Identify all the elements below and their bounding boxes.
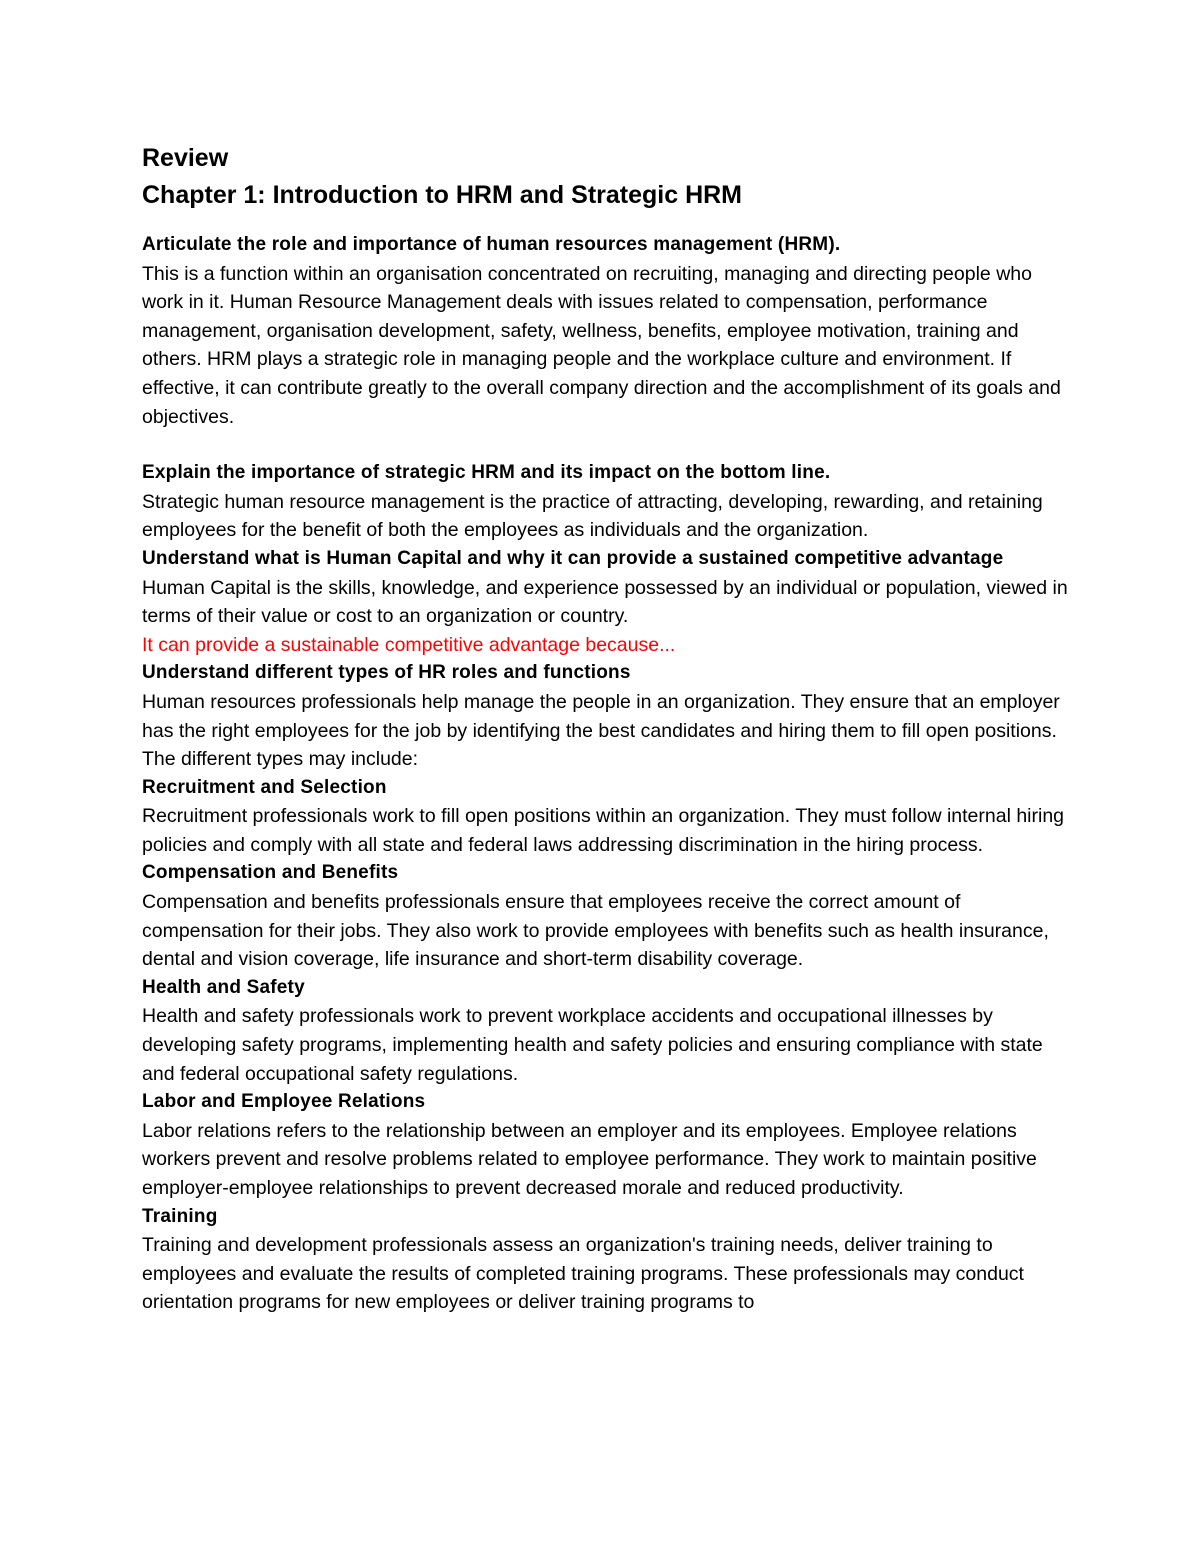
section-body-compensation: Compensation and benefits professionals ensure that employees receive the correct amount of compensation for their jobs. They also work to provide employees with benefits such as health insurance, dental and vision coverage, life insurance and short-term disability coverage.	[142, 891, 1049, 971]
section-body-hr-roles: Human resources professionals help manage the people in an organization. They ensure that an employer has the right employees for the job by identifying the best candidates and hiring them to fill open positions. The different types may include:	[142, 690, 1060, 771]
section-heading-hr-roles: Understand different types of HR roles and functions	[142, 662, 631, 684]
section-heading-compensation: Compensation and Benefits	[142, 862, 399, 884]
section-body-health-safety: Health and safety professionals work to prevent workplace accidents and occupational illnesses by developing safety programs, implementing health and safety policies and ensuring compliance with state and federal occupational safety regulations.	[142, 1005, 1043, 1085]
section-heading-health-safety: Health and Safety	[142, 976, 305, 998]
section-heading-hrm-role: Articulate the role and importance of human resources management (HRM).	[142, 234, 841, 255]
document-title: Review	[142, 144, 229, 172]
section-heading-labor-relations: Labor and Employee Relations	[142, 1091, 426, 1113]
section-note-human-capital: It can provide a sustainable competitive advantage because...	[142, 633, 676, 656]
section-body-labor-relations: Labor relations refers to the relationship between an employer and its employees. Employee relations workers prevent and resolve problems related to employee performance. They work to maintain positive employer-employee relationships to prevent decreased morale and reduced productivity.	[142, 1119, 1037, 1199]
section-body-training: Training and development professionals assess an organization's training needs, deliver training to employees and evaluate the results of completed training programs. These professionals may conduct orientation programs for new employees or deliver training programs to	[142, 1234, 1024, 1314]
section-body-recruitment: Recruitment professionals work to fill open positions within an organization. They must follow internal hiring policies and comply with all state and federal laws addressing discrimination in the hiring process.	[142, 805, 1065, 856]
section-heading-strategic-hrm: Explain the importance of strategic HRM and its impact on the bottom line.	[142, 462, 831, 484]
spacer	[142, 214, 1072, 231]
section-heading-recruitment: Recruitment and Selection	[142, 776, 387, 798]
section-heading-training: Training	[142, 1205, 218, 1227]
chapter-title: Chapter 1: Introduction to HRM and Strategic HRM	[142, 181, 742, 209]
section-body-human-capital: Human Capital is the skills, knowledge, and experience possessed by an individual or population, viewed in terms of their value or cost to an organization or country.	[142, 576, 1068, 628]
section-body-strategic-hrm: Strategic human resource management is the practice of attracting, developing, rewarding, and retaining employees for the benefit of both the employees as individuals and the organization.	[142, 490, 1043, 542]
section-heading-human-capital: Understand what is Human Capital and why it can provide a sustained competitive advantage	[142, 547, 1004, 569]
section-body-hrm-role: This is a function within an organisation concentrated on recruiting, managing and directing people who work in it. Human Resource Management deals with issues related to compensation, performance management, organisation development, safety, wellness, benefits, employee motivation, training and others. HRM plays a strategic role in managing people and the workplace culture and environment. If effective, it can contribute greatly to the overall company direction and the accomplishment of its goals and objectives.	[142, 262, 1061, 428]
document-page	[142, 140, 1072, 1317]
spacer	[142, 431, 1072, 459]
